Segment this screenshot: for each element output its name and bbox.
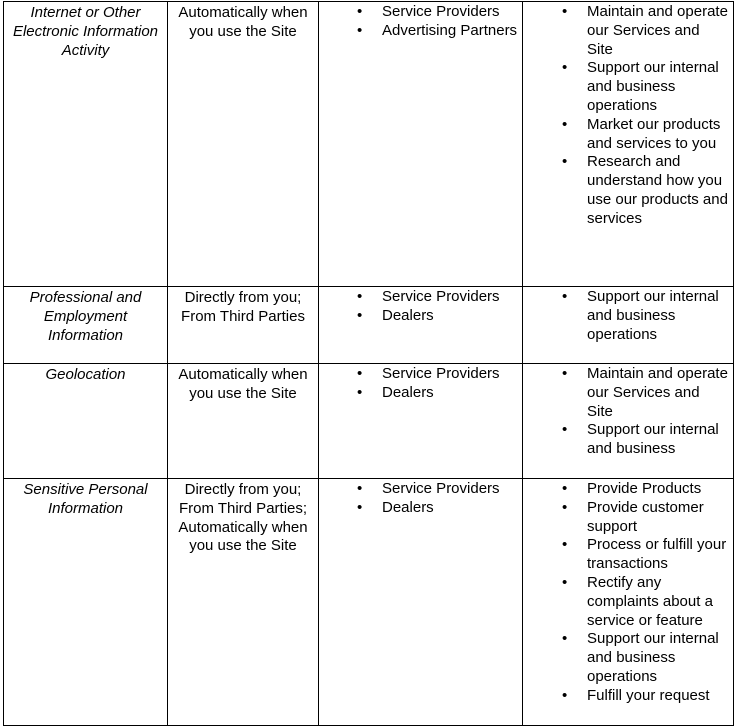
- purposes-list: [527, 365, 729, 459]
- bullet-icon: •: [357, 498, 363, 516]
- purpose-label: Support our internal and business: [587, 421, 719, 458]
- disclosed-to-list: [323, 365, 518, 403]
- category-cell: Internet or Other Electronic Information Activity: [4, 2, 168, 287]
- bullet-icon: •: [562, 686, 568, 704]
- purpose-label: Maintain and operate our Services and Site: [587, 365, 728, 420]
- bullet-icon: •: [562, 288, 568, 305]
- recipient-label: Advertising Partners: [382, 21, 518, 39]
- bullet-icon: •: [357, 306, 363, 324]
- purpose-label: Maintain and operate our Services and Site: [587, 3, 728, 58]
- category-cell: Geolocation: [4, 364, 168, 479]
- source-cell: Directly from you; From Third Parties: [168, 287, 319, 364]
- purposes-cell: [523, 287, 734, 364]
- purposes-list: [527, 3, 729, 229]
- bullet-icon: •: [357, 3, 363, 20]
- bullet-icon: •: [562, 573, 568, 591]
- purpose-label: Support our internal and business operations: [587, 630, 719, 685]
- purpose-label: Support our internal and business operations: [587, 59, 719, 114]
- list-item: [527, 480, 729, 499]
- list-item: [527, 59, 729, 115]
- bullet-icon: •: [562, 498, 568, 516]
- list-item: [323, 288, 518, 307]
- list-item: [527, 687, 729, 706]
- bullet-icon: •: [562, 480, 568, 497]
- bullet-icon: •: [562, 365, 568, 382]
- disclosed-to-cell: [319, 364, 523, 479]
- purpose-label: Process or fulfill your transactions: [587, 536, 727, 573]
- bullet-icon: •: [357, 480, 363, 497]
- purpose-label: Provide Products: [587, 480, 702, 497]
- list-item: [323, 384, 518, 403]
- disclosed-to-cell: [319, 479, 523, 726]
- disclosed-to-cell: [319, 2, 523, 287]
- bullet-icon: •: [562, 536, 568, 554]
- table-row: [4, 479, 734, 726]
- list-item: [527, 421, 729, 459]
- list-item: [527, 153, 729, 228]
- purposes-cell: [523, 2, 734, 287]
- list-item: [527, 574, 729, 630]
- bullet-icon: •: [562, 421, 568, 439]
- source-cell: Directly from you; From Third Parties; Automatically when you use the Site: [168, 479, 319, 726]
- purpose-label: Fulfill your request: [587, 686, 710, 704]
- purposes-cell: [523, 479, 734, 726]
- list-item: [323, 3, 518, 22]
- purpose-label: Market our products and services to you: [587, 115, 721, 152]
- list-item: [527, 288, 729, 344]
- purposes-list: [527, 288, 729, 344]
- list-item: [527, 116, 729, 154]
- list-item: [323, 307, 518, 326]
- disclosed-to-list: [323, 3, 518, 41]
- list-item: [323, 480, 518, 499]
- recipient-label: Dealers: [382, 306, 434, 324]
- recipient-label: Service Providers: [382, 480, 500, 497]
- list-item: [527, 630, 729, 686]
- table-row: [4, 287, 734, 364]
- bullet-icon: •: [562, 630, 568, 648]
- table-row: [4, 364, 734, 479]
- recipient-label: Dealers: [382, 383, 434, 401]
- bullet-icon: •: [562, 59, 568, 77]
- purposes-cell: [523, 364, 734, 479]
- bullet-icon: •: [562, 153, 568, 171]
- bullet-icon: •: [562, 115, 568, 133]
- bullet-icon: •: [562, 3, 568, 20]
- list-item: [527, 365, 729, 421]
- bullet-icon: •: [357, 288, 363, 305]
- list-item: [527, 499, 729, 537]
- disclosed-to-list: [323, 480, 518, 518]
- list-item: [527, 536, 729, 574]
- bullet-icon: •: [357, 21, 363, 39]
- source-cell: Automatically when you use the Site: [168, 2, 319, 287]
- purposes-list: [527, 480, 729, 706]
- list-item: [527, 3, 729, 59]
- recipient-label: Dealers: [382, 498, 434, 516]
- purpose-label: Rectify any complaints about a service or feature: [587, 573, 713, 629]
- recipient-label: Service Providers: [382, 288, 500, 305]
- recipient-label: Service Providers: [382, 3, 500, 20]
- disclosed-to-list: [323, 288, 518, 326]
- recipient-label: Service Providers: [382, 365, 500, 382]
- list-item: [323, 22, 518, 41]
- category-cell: Sensitive Personal Information: [4, 479, 168, 726]
- purpose-label: Research and understand how you use our products and services: [587, 153, 728, 227]
- bullet-icon: •: [357, 365, 363, 382]
- disclosed-to-cell: [319, 287, 523, 364]
- bullet-icon: •: [357, 383, 363, 401]
- source-cell: Automatically when you use the Site: [168, 364, 319, 479]
- data-categories-table: [3, 1, 734, 726]
- purpose-label: Provide customer support: [587, 498, 704, 535]
- list-item: [323, 365, 518, 384]
- category-cell: Professional and Employment Information: [4, 287, 168, 364]
- purpose-label: Support our internal and business operations: [587, 288, 719, 343]
- table-row: [4, 2, 734, 287]
- list-item: [323, 499, 518, 518]
